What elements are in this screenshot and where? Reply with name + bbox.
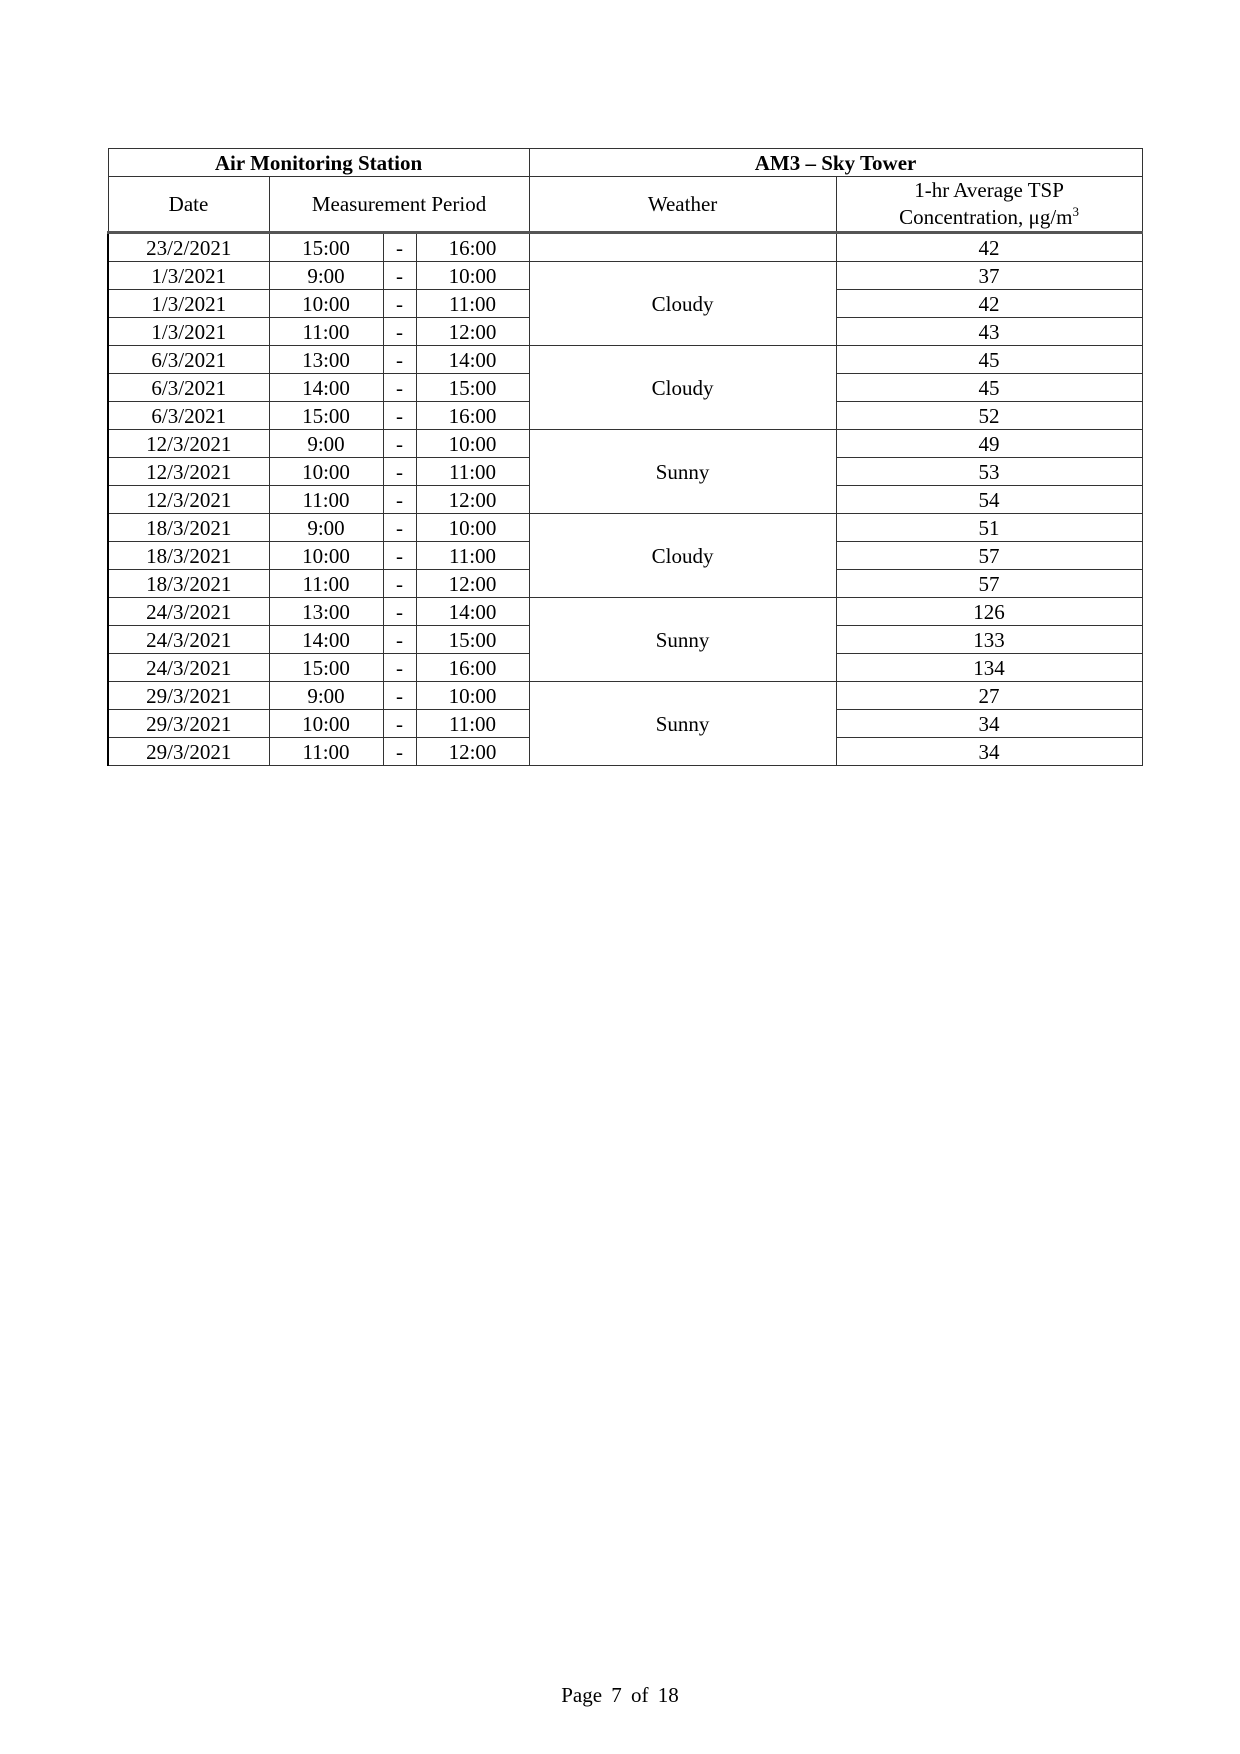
page-footer: Page 7 of 18: [561, 1683, 679, 1707]
end-time-cell: 11:00: [416, 458, 529, 486]
table-body: [108, 233, 1142, 766]
date-cell: 6/3/2021: [108, 346, 269, 374]
concentration-cell: 37: [836, 262, 1142, 290]
date-cell: 6/3/2021: [108, 402, 269, 430]
table-row: [108, 233, 1142, 262]
separator-cell: -: [383, 486, 416, 514]
concentration-cell: 53: [836, 458, 1142, 486]
table-row: [108, 682, 1142, 710]
start-time-cell: 15:00: [269, 233, 383, 262]
table-row: [108, 514, 1142, 542]
start-time-cell: 14:00: [269, 626, 383, 654]
weather-cell: [529, 233, 836, 262]
concentration-cell: 42: [836, 233, 1142, 262]
end-time-cell: 10:00: [416, 682, 529, 710]
station-value: AM3 – Sky Tower: [529, 149, 1142, 177]
date-cell: 18/3/2021: [108, 542, 269, 570]
separator-cell: -: [383, 570, 416, 598]
separator-cell: -: [383, 514, 416, 542]
start-time-cell: 9:00: [269, 682, 383, 710]
date-cell: 29/3/2021: [108, 738, 269, 766]
weather-cell: Cloudy: [529, 514, 836, 598]
separator-cell: -: [383, 290, 416, 318]
start-time-cell: 11:00: [269, 738, 383, 766]
separator-cell: -: [383, 626, 416, 654]
start-time-cell: 9:00: [269, 430, 383, 458]
start-time-cell: 10:00: [269, 710, 383, 738]
date-cell: 23/2/2021: [108, 233, 269, 262]
date-cell: 12/3/2021: [108, 486, 269, 514]
weather-cell: Cloudy: [529, 346, 836, 430]
separator-cell: -: [383, 682, 416, 710]
separator-cell: -: [383, 262, 416, 290]
separator-cell: -: [383, 233, 416, 262]
concentration-cell: 51: [836, 514, 1142, 542]
station-header-row: [108, 149, 1142, 177]
col-header-weather: Weather: [529, 177, 836, 233]
end-time-cell: 16:00: [416, 233, 529, 262]
end-time-cell: 10:00: [416, 262, 529, 290]
date-cell: 18/3/2021: [108, 514, 269, 542]
station-label: Air Monitoring Station: [108, 149, 529, 177]
start-time-cell: 11:00: [269, 318, 383, 346]
start-time-cell: 13:00: [269, 598, 383, 626]
end-time-cell: 10:00: [416, 514, 529, 542]
end-time-cell: 12:00: [416, 570, 529, 598]
concentration-cell: 133: [836, 626, 1142, 654]
separator-cell: -: [383, 598, 416, 626]
separator-cell: -: [383, 738, 416, 766]
start-time-cell: 9:00: [269, 262, 383, 290]
concentration-cell: 49: [836, 430, 1142, 458]
start-time-cell: 9:00: [269, 514, 383, 542]
concentration-cell: 42: [836, 290, 1142, 318]
separator-cell: -: [383, 318, 416, 346]
end-time-cell: 15:00: [416, 374, 529, 402]
concentration-cell: 34: [836, 710, 1142, 738]
weather-cell: Cloudy: [529, 262, 836, 346]
separator-cell: -: [383, 430, 416, 458]
col-header-concentration-line2: Concentration, μg/m: [899, 205, 1073, 229]
start-time-cell: 14:00: [269, 374, 383, 402]
separator-cell: -: [383, 374, 416, 402]
start-time-cell: 10:00: [269, 542, 383, 570]
end-time-cell: 10:00: [416, 430, 529, 458]
col-header-concentration: [836, 177, 1142, 233]
end-time-cell: 12:00: [416, 738, 529, 766]
concentration-cell: 27: [836, 682, 1142, 710]
date-cell: 1/3/2021: [108, 262, 269, 290]
concentration-cell: 54: [836, 486, 1142, 514]
end-time-cell: 14:00: [416, 598, 529, 626]
weather-cell: Sunny: [529, 598, 836, 682]
start-time-cell: 10:00: [269, 458, 383, 486]
date-cell: 12/3/2021: [108, 430, 269, 458]
separator-cell: -: [383, 402, 416, 430]
concentration-cell: 45: [836, 346, 1142, 374]
concentration-cell: 52: [836, 402, 1142, 430]
start-time-cell: 13:00: [269, 346, 383, 374]
date-cell: 29/3/2021: [108, 710, 269, 738]
concentration-cell: 34: [836, 738, 1142, 766]
concentration-cell: 57: [836, 542, 1142, 570]
date-cell: 1/3/2021: [108, 290, 269, 318]
concentration-cell: 134: [836, 654, 1142, 682]
date-cell: 24/3/2021: [108, 598, 269, 626]
table-row: [108, 598, 1142, 626]
separator-cell: -: [383, 542, 416, 570]
weather-cell: Sunny: [529, 682, 836, 766]
date-cell: 1/3/2021: [108, 318, 269, 346]
concentration-cell: 126: [836, 598, 1142, 626]
table-row: [108, 346, 1142, 374]
weather-cell: Sunny: [529, 430, 836, 514]
end-time-cell: 14:00: [416, 346, 529, 374]
date-cell: 29/3/2021: [108, 682, 269, 710]
col-header-period: Measurement Period: [269, 177, 529, 233]
date-cell: 12/3/2021: [108, 458, 269, 486]
start-time-cell: 15:00: [269, 654, 383, 682]
end-time-cell: 12:00: [416, 486, 529, 514]
table-row: [108, 430, 1142, 458]
end-time-cell: 16:00: [416, 654, 529, 682]
separator-cell: -: [383, 458, 416, 486]
column-header-row: [108, 177, 1142, 233]
end-time-cell: 16:00: [416, 402, 529, 430]
date-cell: 24/3/2021: [108, 654, 269, 682]
start-time-cell: 11:00: [269, 570, 383, 598]
col-header-concentration-sup: 3: [1072, 204, 1079, 219]
start-time-cell: 11:00: [269, 486, 383, 514]
table-row: [108, 262, 1142, 290]
separator-cell: -: [383, 710, 416, 738]
concentration-cell: 45: [836, 374, 1142, 402]
separator-cell: -: [383, 346, 416, 374]
start-time-cell: 15:00: [269, 402, 383, 430]
end-time-cell: 11:00: [416, 710, 529, 738]
end-time-cell: 15:00: [416, 626, 529, 654]
separator-cell: -: [383, 654, 416, 682]
col-header-concentration-line1: 1-hr Average TSP: [914, 178, 1064, 202]
start-time-cell: 10:00: [269, 290, 383, 318]
date-cell: 24/3/2021: [108, 626, 269, 654]
tsp-monitoring-table: [107, 148, 1143, 766]
date-cell: 18/3/2021: [108, 570, 269, 598]
end-time-cell: 11:00: [416, 290, 529, 318]
concentration-cell: 43: [836, 318, 1142, 346]
concentration-cell: 57: [836, 570, 1142, 598]
end-time-cell: 11:00: [416, 542, 529, 570]
date-cell: 6/3/2021: [108, 374, 269, 402]
end-time-cell: 12:00: [416, 318, 529, 346]
col-header-date: Date: [108, 177, 269, 233]
